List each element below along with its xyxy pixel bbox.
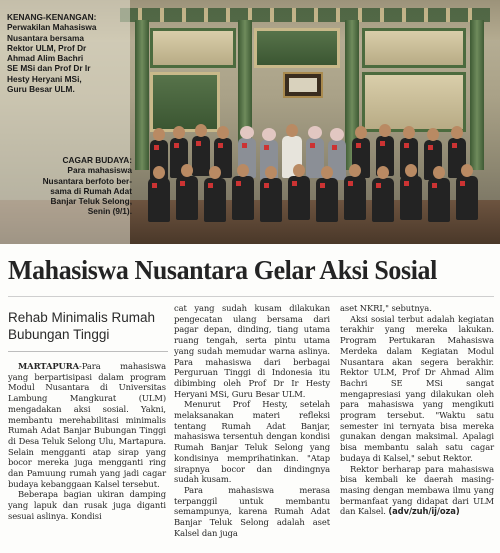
- caption-2-heading: CAGAR BUDAYA:: [62, 155, 132, 165]
- paragraph-text: -Para mahasiswa yang berpartisipasi dalam program Modul Nusantara di Universitas Lambung Mangkurat (ULM) mengadakan aksi sosial. Yakni, membantu merehabilitasi minimalis Rumah Adat Banjar Bubungan Tinggi di Desa Teluk Selong Ulu, Martapura. Selain mengganti atap sirap yang bocor mereka juga mengganti ring dan Pamuung rumah yang jadi cagar budaya kebanggaan Kalsel tersebut.: [8, 361, 166, 489]
- photo-person: [204, 166, 226, 210]
- photo-person: [306, 126, 324, 166]
- photo-pillar: [135, 20, 149, 170]
- article-subhead: Rehab Minimalis Rumah Bubungan Tinggi: [8, 310, 156, 342]
- paragraph-text: Rektor berharap para mahasiswa bisa kembali ke daerah masing-masing dengan membawa ilmu yang bermanfaat yang didapat dari ULM dan Kalsel.: [340, 463, 494, 517]
- paragraph: Beberapa bagian ukiran damping yang lapuk dan rusak juga diganti sesuai aslinya. Kondisi: [8, 489, 166, 521]
- photo-person: [176, 164, 198, 208]
- photo-person: [400, 126, 418, 166]
- photo-caption-1: [7, 12, 132, 94]
- photo-person: [316, 166, 338, 210]
- caption-2-body: Para mahasiswa Nusantara berfoto ber- sama di Rumah Adat Banjar Teluk Selong, Senin (9/1).: [42, 165, 132, 217]
- photo-person: [456, 164, 478, 208]
- photo-person: [448, 126, 466, 166]
- caption-1-heading: KENANG-KENANGAN:: [7, 12, 97, 22]
- paragraph: Menurut Prof Hesty, setelah melaksanakan materi refleksi tentang Rumah Adat Banjar, mahasiswa tersentuh dengan kondisi Rumah Banjar Teluk Selong yang kondisinya memprihatinkan. "Atap sirapnya bocor dan dindingnya sudah kusam.: [174, 399, 330, 485]
- photo-person: [372, 166, 394, 210]
- article-column-3: [340, 303, 494, 517]
- photo-ornament-band: [120, 8, 490, 22]
- article-column-1: [8, 361, 166, 522]
- dateline: MARTAPURA: [18, 361, 80, 371]
- photo-person: [150, 128, 168, 168]
- author-signature: (adv/zuh/ij/oza): [388, 506, 460, 517]
- photo-person: [428, 166, 450, 210]
- photo-person: [344, 164, 366, 208]
- article-headline: Mahasiswa Nusantara Gelar Aksi Sosial: [8, 255, 437, 285]
- photo-person: [170, 126, 188, 166]
- subhead-divider: [8, 351, 168, 352]
- photo-person: [260, 166, 282, 210]
- photo-person: [214, 126, 232, 166]
- paragraph: aset NKRI," sebutnya.: [340, 303, 432, 313]
- paragraph: cat yang sudah kusam dilakukan pengecatan ulang bersama dari pagar depan, dinding, tiang utama ruang tengah, serta pintu utama yang sudah memudar warna aslinya. Para mahasiswa dari berbagai Perguruan Tinggi di Indonesia itu dibimbing oleh Prof Dr Ir Hesty Heryani MSi, Guru Besar ULM.: [174, 303, 330, 399]
- article-photo: [0, 0, 500, 244]
- photo-person: [376, 124, 394, 164]
- photo-person: [232, 164, 254, 208]
- photo-wall-panel: [362, 72, 466, 132]
- photo-person: [288, 164, 310, 208]
- photo-person: [192, 124, 210, 164]
- photo-person: [148, 166, 170, 210]
- headline-divider: [8, 296, 494, 297]
- paragraph: Aksi sosial terbut adalah kegiatan terakhir yang mereka lakukan. Program Pertukaran Mahasiswa Merdeka dalam Kegiatan Modul Nusantara akan segera berakhir. Rektor ULM, Prof Dr Ahmad Alim Bachri SE MSi sangat mengapresiasi yang dilakukan oleh para mahasiswa yang mengikuti program tersebut. "Waktu satu semester ini ternyata bisa mereka gunakan dengan maksimal. Apalagi bisa membantu salah satu cagar budaya di Kalsel," sebut Rektor.: [340, 313, 494, 463]
- paragraph: [340, 464, 494, 518]
- photo-caption-2: [5, 155, 132, 217]
- photo-person: [238, 126, 256, 166]
- paragraph: [8, 361, 166, 489]
- paragraph: Para mahasiswa merasa terpanggil untuk membantu semampunya, karena Rumah Adat Banjar Teluk Selong adalah aset Kalsel dan juga: [174, 484, 330, 538]
- photo-pillar: [470, 20, 484, 170]
- photo-person: [260, 128, 278, 168]
- caption-1-body: Perwakilan Mahasiswa Nusantara bersama Rektor ULM, Prof Dr Ahmad Alim Bachri SE MSi dan Prof Dr Ir Hesty Heryani MSi, Guru Besar ULM.: [7, 22, 97, 95]
- photo-person: [282, 124, 302, 166]
- photo-door: [150, 72, 220, 132]
- photo-person: [400, 164, 422, 208]
- photo-wall-frame: [283, 72, 323, 98]
- photo-person: [424, 128, 442, 168]
- article-column-2: [174, 303, 330, 538]
- photo-wall-panel: [254, 28, 340, 68]
- photo-person: [352, 126, 370, 166]
- photo-wall-panel: [362, 28, 466, 68]
- photo-person: [328, 128, 346, 168]
- photo-wall-panel: [150, 28, 236, 68]
